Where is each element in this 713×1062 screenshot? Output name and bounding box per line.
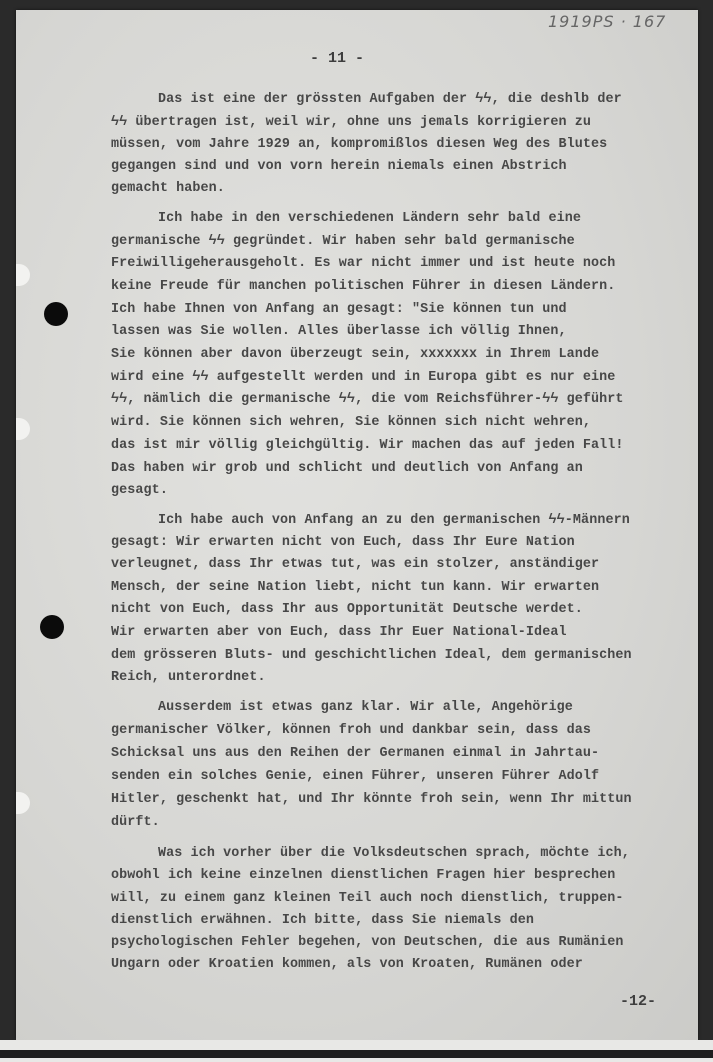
text-line: nicht von Euch, dass Ihr aus Opportunität Deutsche werdet. — [111, 602, 583, 617]
text-line: lassen was Sie wollen. Alles überlasse ich völlig Ihnen, — [111, 324, 567, 339]
text-line: Was ich vorher über die Volksdeutschen sprach, möchte ich, — [158, 846, 630, 861]
text-line: dienstlich erwähnen. Ich bitte, dass Sie niemals den — [111, 913, 535, 928]
text-line: Ich habe auch von Anfang an zu den germanischen ϟϟ-Männern — [158, 513, 630, 528]
text-line: Wir erwarten aber von Euch, dass Ihr Euer National-Ideal — [111, 625, 567, 640]
text-line: dem grösseren Bluts- und geschichtlichen Ideal, dem germanischen — [111, 648, 632, 663]
text-line: keine Freude für manchen politischen Führer in diesen Ländern. — [111, 279, 616, 294]
text-line: Das haben wir grob und schlicht und deutlich von Anfang an — [111, 461, 583, 476]
text-line: gemacht haben. — [111, 181, 225, 196]
text-line: wird. Sie können sich wehren, Sie können sich nicht wehren, — [111, 415, 592, 430]
text-line: psychologischen Fehler begehen, von Deutschen, die aus Rumänien — [111, 935, 624, 950]
text-line: Mensch, der seine Nation liebt, nicht tun kann. Wir erwarten — [111, 580, 600, 595]
text-line: germanische ϟϟ gegründet. Wir haben sehr bald germanische — [111, 234, 575, 249]
text-line: Ausserdem ist etwas ganz klar. Wir alle, Angehörige — [158, 700, 573, 715]
text-line: Reich, unterordnet. — [111, 670, 266, 685]
text-line: müssen, vom Jahre 1929 an, kompromißlos diesen Weg des Blutes — [111, 137, 608, 152]
text-line: gesagt: Wir erwarten nicht von Euch, dass Ihr Eure Nation — [111, 535, 575, 550]
text-line: das ist mir völlig gleichgültig. Wir machen das auf jeden Fall! — [111, 438, 624, 453]
text-line: ϟϟ übertragen ist, weil wir, ohne uns jemals korrigieren zu — [111, 115, 592, 130]
text-line: wird eine ϟϟ aufgestellt werden und in Europa gibt es nur eine — [111, 370, 616, 385]
text-line: ϟϟ, nämlich die germanische ϟϟ, die vom Reichsführer-ϟϟ geführt — [111, 392, 624, 407]
scan-border-bar — [0, 1050, 713, 1058]
text-line: will, zu einem ganz kleinen Teil auch noch dienstlich, truppen- — [111, 891, 624, 906]
punch-hole — [40, 615, 64, 639]
punch-hole — [44, 302, 68, 326]
text-line: Ich habe Ihnen von Anfang an gesagt: "Sie können tun und — [111, 302, 567, 317]
scan-border — [0, 1040, 713, 1062]
text-line: verleugnet, dass Ihr etwas tut, was ein stolzer, anständiger — [111, 557, 600, 572]
text-line: Ich habe in den verschiedenen Ländern sehr bald eine — [158, 211, 582, 226]
text-line: Ungarn oder Kroatien kommen, als von Kroaten, Rumänen oder — [111, 957, 583, 972]
text-line: germanischer Völker, können froh und dankbar sein, dass das — [111, 723, 592, 738]
text-line: gegangen sind und von vorn herein niemals einen Abstrich — [111, 159, 567, 174]
next-page-number: -12- — [620, 993, 657, 1010]
text-line: Schicksal uns aus den Reihen der Germanen einmal in Jahrtau- — [111, 746, 600, 761]
text-line: dürft. — [111, 815, 160, 830]
text-line: Sie können aber davon überzeugt sein, xxxxxxx in Ihrem Lande — [111, 347, 600, 362]
text-line: Das ist eine der grössten Aufgaben der ϟϟ, die deshlb der — [158, 92, 622, 107]
text-line: obwohl ich keine einzelnen dienstlichen Fragen hier besprechen — [111, 868, 616, 883]
text-line: Freiwilligeherausgeholt. Es war nicht immer und ist heute noch — [111, 256, 616, 271]
text-line: gesagt. — [111, 483, 168, 498]
text-line: senden ein solches Genie, einen Führer, unseren Führer Adolf — [111, 769, 600, 784]
page-number: - 11 - — [310, 50, 365, 67]
archive-number: 1919PS · 167 — [548, 12, 667, 31]
text-line: Hitler, geschenkt hat, und Ihr könnte froh sein, wenn Ihr mittun — [111, 792, 632, 807]
